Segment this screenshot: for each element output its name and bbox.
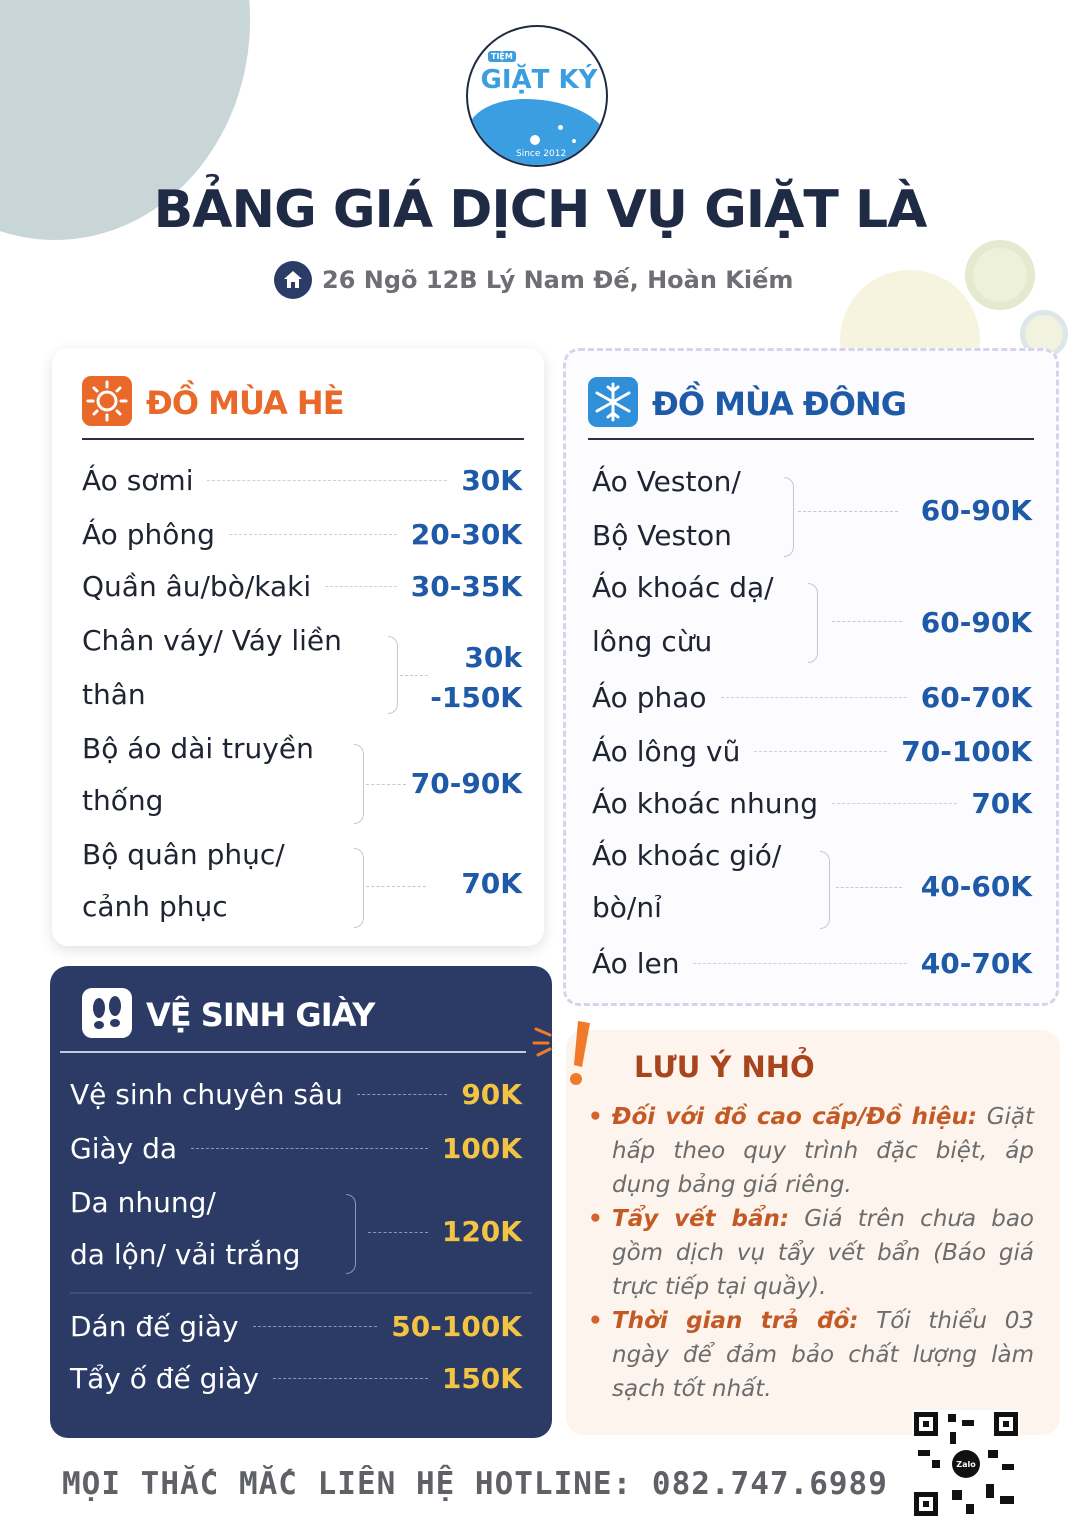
price-row [82,464,522,497]
bracket [388,636,398,714]
qr-module [948,1414,956,1422]
leader-line [207,480,447,481]
item-price: 60-90K [920,494,1032,527]
price-row [592,465,1032,569]
leader-line [357,1094,447,1095]
exclamation-icon [530,1015,610,1095]
item-price: 70-90K [410,767,522,800]
item-price: 150K [441,1362,522,1395]
price-row [82,624,522,734]
qr-module [966,1504,974,1514]
brand-logo [466,25,608,167]
notes-title: LƯU Ý NHỎ [634,1050,815,1084]
item-label: Áo phao [592,681,707,714]
note-heading: Tẩy vết bẩn: [612,1206,790,1232]
item-price-line1: 30k [464,641,522,674]
page-title: BẢNG GIÁ DỊCH VỤ GIẶT LÀ [153,180,927,240]
price-row [592,787,1032,820]
item-price: 30-35K [410,570,522,603]
qr-module [950,1432,956,1444]
note-item [586,1202,1034,1304]
item-label-line2: thân [82,678,146,711]
item-label-line2: Bộ Veston [592,519,732,552]
note-item [586,1100,1034,1202]
winter-divider [588,438,1034,440]
price-row [592,839,1032,943]
leader-line [366,886,426,887]
item-label-line2: lông cừu [592,625,713,658]
summer-price-card [52,348,544,946]
price-row [82,518,522,551]
leader-line [798,511,898,512]
price-row [70,1132,522,1165]
home-icon [274,261,312,299]
item-label-line1: Da nhung/ [70,1186,216,1219]
shoe-divider [60,1051,526,1053]
bracket [354,744,364,824]
leader-line [273,1378,428,1379]
summer-divider [82,438,524,440]
winter-price-card [563,348,1059,1006]
summer-title: ĐỒ MÙA HÈ [146,384,344,422]
item-price: 60-90K [920,606,1032,639]
winter-header [588,377,906,431]
leader-line [325,586,397,587]
price-row [70,1310,522,1343]
leader-line [832,803,957,804]
item-label: Áo sơmi [82,464,194,497]
logo-name: GIẶT KÝ [480,65,598,95]
zalo-qr-code[interactable] [912,1410,1020,1518]
qr-module [988,1450,998,1458]
logo-small-label: TIỆM [488,51,516,62]
item-price: 70K [461,867,522,900]
price-row [82,732,522,838]
item-price-line2: -150K [430,681,522,714]
item-label-line2: da lộn/ vải trắng [70,1238,301,1271]
leader-line [693,963,906,964]
price-row [82,838,522,938]
leader-line [229,534,397,535]
price-row [70,1362,522,1395]
qr-module [962,1420,974,1426]
item-label: Quần âu/bò/kaki [82,570,312,603]
item-label-line1: Áo Veston/ [592,465,741,498]
note-text: Tối thiểu 03 ngày để đảm bảo chất lượng làm sạch tốt nhất. [612,1308,1034,1402]
item-label: Áo phông [82,518,215,551]
item-label-line1: Áo khoác dạ/ [592,571,774,604]
item-label-line2: cảnh phục [82,890,228,923]
item-price: 90K [461,1078,522,1111]
item-price: 60-70K [920,681,1032,714]
item-label-line2: bò/nỉ [592,891,662,924]
qr-finder [914,1412,938,1436]
item-price: 50-100K [391,1310,522,1343]
item-label-line2: thống [82,784,164,817]
qr-finder [994,1412,1018,1436]
price-row [592,681,1032,714]
item-label: Dán đế giày [70,1310,239,1343]
zalo-logo: Zalo [952,1450,980,1478]
price-row [592,571,1032,675]
item-price: 70K [971,787,1032,820]
bracket [354,848,364,928]
item-label: Áo len [592,947,680,980]
address [274,260,793,300]
item-price: 100K [441,1132,522,1165]
logo-since: Since 2012 [516,149,567,159]
note-text: Giá trên chưa bao gồm dịch vụ tẩy vết bẩn (Báo giá trực tiếp tại quầy). [612,1206,1035,1300]
leader-line [366,784,406,785]
item-label-line1: Bộ quân phục/ [82,838,285,871]
qr-module [986,1484,994,1498]
note-heading: Thời gian trả đồ: [612,1308,859,1334]
shoe-section-divider [70,1292,532,1294]
notes-card [566,1030,1060,1435]
summer-header [82,376,344,430]
shoe-header [82,988,374,1042]
item-price: 40-70K [920,947,1032,980]
item-price: 40-60K [920,870,1032,903]
snowflake-icon [588,377,638,431]
item-label: Vệ sinh chuyên sâu [70,1078,343,1111]
sun-icon [82,376,132,430]
bracket [820,851,830,929]
item-label: Giày da [70,1132,178,1165]
item-label-line1: Áo khoác gió/ [592,839,782,872]
leader-line [836,887,902,888]
price-row [592,735,1032,768]
item-price: 120K [441,1215,522,1248]
qr-finder [914,1492,938,1516]
winter-title: ĐỒ MÙA ĐÔNG [652,385,906,423]
notes-list [586,1100,1034,1406]
leader-line [368,1232,428,1233]
item-price: 70-100K [901,735,1032,768]
logo-bubble [530,135,540,145]
leader-line [754,751,887,752]
bracket [784,477,794,557]
price-row [592,947,1032,980]
note-heading: Đối với đồ cao cấp/Đồ hiệu: [612,1104,978,1130]
qr-module [1002,1464,1014,1470]
price-row [82,570,522,603]
address-text: 26 Ngõ 12B Lý Nam Đế, Hoàn Kiếm [322,266,794,294]
qr-module [932,1460,940,1468]
bracket [808,583,818,663]
item-label-line1: Bộ áo dài truyền [82,732,314,765]
note-text: Giặt hấp theo quy trình đặc biệt, áp dụng bảng giá riêng. [612,1104,1035,1198]
leader-line [253,1326,378,1327]
leader-line [400,675,428,676]
leader-line [191,1148,428,1149]
item-label-line1: Chân váy/ Váy liền [82,624,342,657]
qr-module [1000,1496,1014,1504]
logo-bubble [572,139,576,143]
logo-bubble [558,125,563,130]
shoe-title: VỆ SINH GIÀY [146,996,375,1034]
qr-module [952,1490,962,1500]
item-label: Tẩy ố đế giày [70,1362,259,1395]
hotline-text: MỌI THẮC MẮC LIÊN HỆ HOTLINE: 082.747.6989 [62,1466,888,1502]
bracket [346,1194,356,1274]
item-label: Áo lông vũ [592,735,741,768]
shoe-cleaning-card [50,966,552,1438]
item-price: 20-30K [410,518,522,551]
price-row [70,1078,522,1111]
decorative-bubble [965,240,1035,310]
item-label: Áo khoác nhung [592,787,818,820]
note-item [586,1304,1034,1406]
leader-line [832,621,902,622]
footprints-icon [82,988,132,1042]
qr-module [918,1450,930,1456]
item-price: 30K [461,464,522,497]
price-row [70,1186,522,1290]
leader-line [721,697,907,698]
